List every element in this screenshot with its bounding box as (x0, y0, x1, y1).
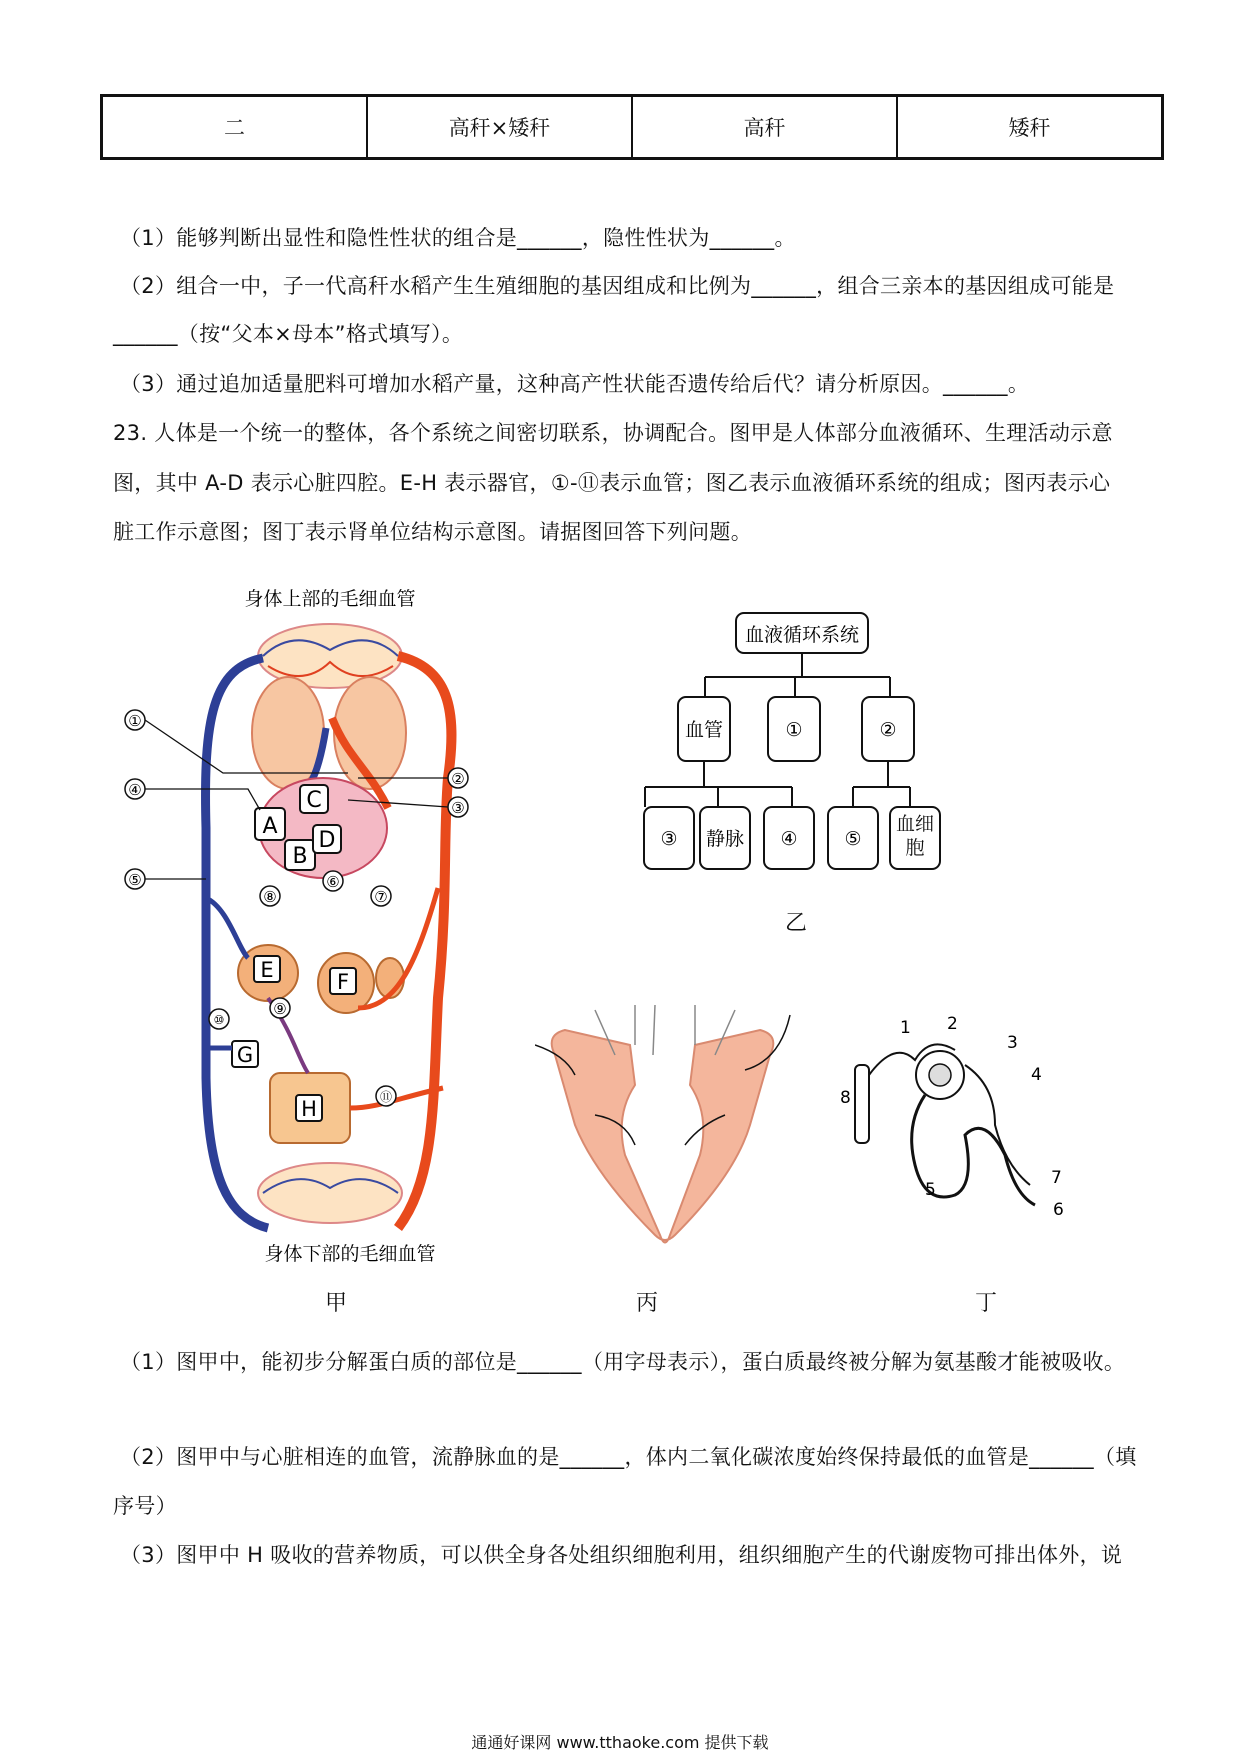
q23-stem-line2: 图，其中 A-D 表示心脏四腔。E-H 表示器官，①-⑪表示血管；图乙表示血液循环系统的组成；图丙表示心 (113, 471, 1111, 495)
q23-question1: （1）图甲中，能初步分解蛋白质的部位是______（用字母表示），蛋白质最终被分解为氨基酸才能被吸收。 (120, 1350, 1126, 1374)
q23-stem-line1: 23. 人体是一个统一的整体，各个系统之间密切联系，协调配合。图甲是人体部分血液循环、生理活动示意 (113, 421, 1113, 445)
yi-box-2: ② (879, 719, 897, 741)
organ-e-label: E (260, 958, 274, 982)
yi-vein-box: 静脉 (705, 828, 745, 850)
figure-yi-label: 乙 (785, 911, 808, 936)
ding-label-4: 4 (1031, 1065, 1042, 1085)
table-cell-group: 二 (103, 97, 368, 157)
yi-vessel-box: 血管 (684, 719, 724, 741)
vessel-4-label: ④ (128, 781, 142, 799)
q23-question2b: 序号） (113, 1494, 177, 1518)
ding-number-labels (840, 1015, 1064, 1220)
figure-jia-circulation (118, 578, 498, 1268)
jia-top-caption: 身体上部的毛细血管 (244, 588, 416, 610)
yi-blood-cell-box: 血细胞 (895, 813, 934, 859)
figure-ding-label: 丁 (975, 1291, 998, 1316)
q22-part2b: ______（按“父本×母本”格式填写）。 (113, 322, 464, 346)
yi-box-4: ④ (780, 828, 798, 850)
vessel-2-label: ② (451, 770, 465, 788)
figure-bing-heart (535, 1005, 795, 1255)
chamber-d-label: D (318, 828, 336, 853)
vessel-5-label: ⑤ (128, 871, 142, 889)
organ-g-label: G (236, 1043, 254, 1067)
yi-box-1: ① (785, 719, 803, 741)
vessel-11-label: ⑪ (379, 1090, 393, 1104)
q23-question3: （3）图甲中 H 吸收的营养物质，可以供全身各处组织细胞利用，组织细胞产生的代谢废物可排出体外，说 (120, 1543, 1123, 1567)
chamber-b-label: B (292, 844, 308, 869)
table-cell-tall: 高秆 (633, 97, 898, 157)
organs (232, 945, 404, 1143)
jia-bottom-caption: 身体下部的毛细血管 (264, 1243, 436, 1265)
chamber-c-label: C (306, 788, 322, 813)
ding-label-8: 8 (840, 1088, 851, 1108)
chamber-a-label: A (262, 814, 278, 839)
ding-label-7: 7 (1051, 1168, 1062, 1188)
ding-label-6: 6 (1053, 1200, 1064, 1220)
q22-part2a: （2）组合一中，子一代高秆水稻产生生殖细胞的基因组成和比例为______，组合三亲本的基因组成可能是 (120, 274, 1115, 298)
q23-question2a: （2）图甲中与心脏相连的血管，流静脉血的是______，体内二氧化碳浓度始终保持最低的血管是______（填 (120, 1445, 1137, 1469)
yi-box-5: ⑤ (844, 828, 862, 850)
q22-part3: （3）通过追加适量肥料可增加水稻产量，这种高产性状能否遗传给后代？请分析原因。______。 (120, 372, 1030, 396)
lower-capillary-bed (258, 1163, 402, 1223)
figure-ding-nephron (835, 1015, 1095, 1245)
vessel-9-label: ⑨ (273, 1000, 287, 1018)
genetics-table-row (100, 94, 1164, 160)
ding-label-5: 5 (925, 1180, 936, 1200)
ding-label-2: 2 (947, 1015, 958, 1034)
vessel-10-label: ⑩ (213, 1013, 225, 1027)
page-footer: 通通好课网 www.tthaoke.com 提供下载 (471, 1733, 769, 1752)
figure-bing-label: 丙 (636, 1291, 659, 1316)
ding-label-1: 1 (900, 1018, 911, 1038)
organ-h-label: H (301, 1097, 317, 1121)
yi-box-3: ③ (660, 828, 678, 850)
vessel-6-label: ⑥ (326, 873, 340, 891)
figure-yi-tree (640, 612, 960, 942)
organ-f-label: F (336, 970, 350, 994)
vessel-8-label: ⑧ (263, 888, 277, 906)
table-cell-parents: 高秆×矮秆 (368, 97, 633, 157)
q22-part1: （1）能够判断出显性和隐性性状的组合是______，隐性性状为______。 (120, 226, 796, 250)
table-cell-short: 矮秆 (1008, 116, 1051, 140)
vessel-7-label: ⑦ (374, 888, 388, 906)
figure-jia-label: 甲 (325, 1291, 348, 1316)
ding-label-3: 3 (1007, 1033, 1018, 1053)
heart (255, 778, 387, 878)
vessel-1-label: ① (128, 712, 142, 730)
lungs (252, 677, 406, 789)
yi-root-box: 血液循环系统 (744, 624, 860, 646)
q23-stem-line3: 脏工作示意图；图丁表示肾单位结构示意图。请据图回答下列问题。 (113, 520, 752, 544)
vessel-3-label: ③ (451, 799, 465, 817)
